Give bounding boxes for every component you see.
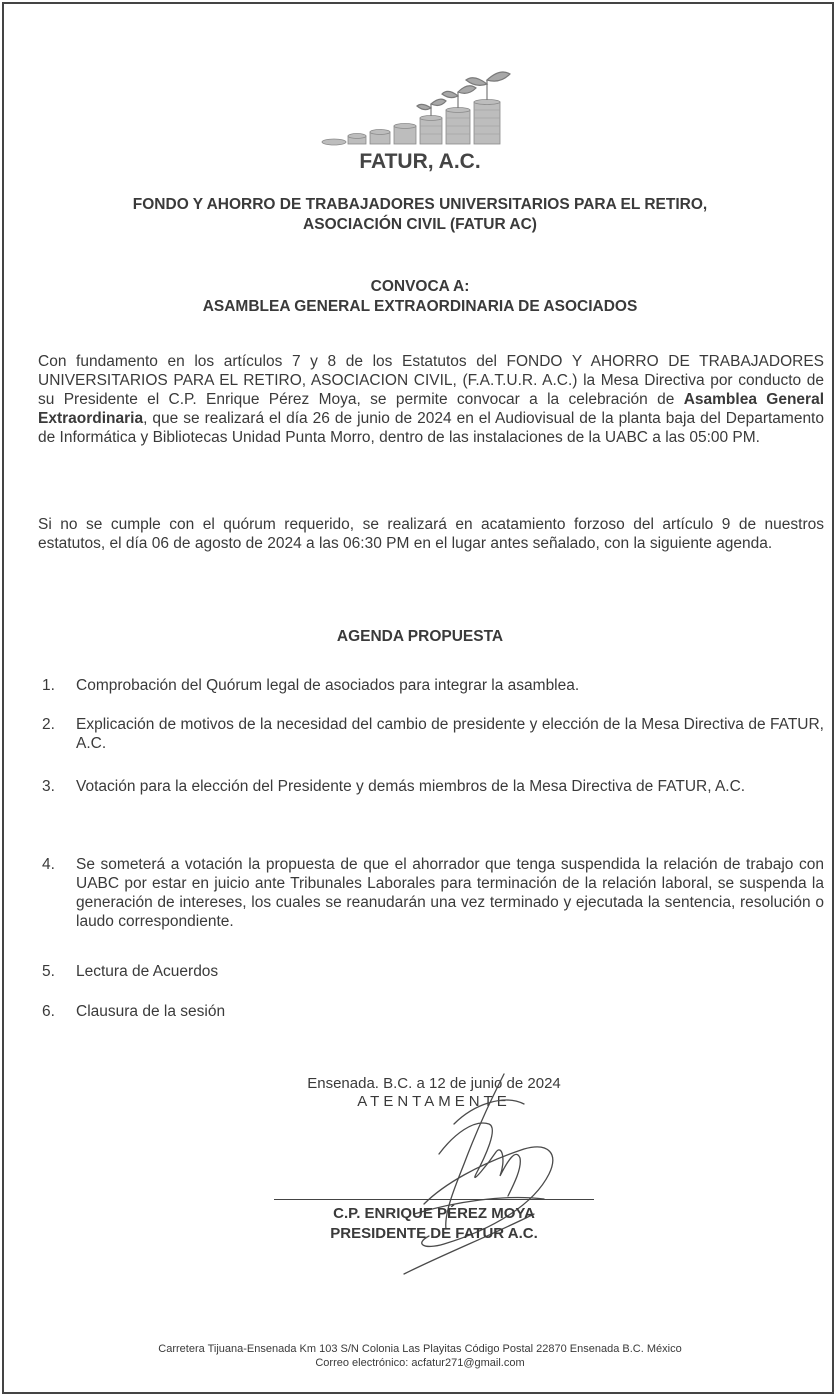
atentamente: ATENTAMENTE bbox=[357, 1093, 511, 1110]
signature-line bbox=[274, 1199, 594, 1200]
paragraph-quorum: Si no se cumple con el quórum requerido, se realizará en acatamiento forzoso del artículo 9 de nuestros estatutos, el día 06 de agosto de 2024 a las 06:30 PM en el lugar antes señalado, con la siguiente agenda. bbox=[38, 516, 824, 552]
convocation-heading bbox=[4, 277, 836, 317]
agenda-item-number: 2. bbox=[42, 716, 55, 733]
agenda-item-number: 5. bbox=[42, 963, 55, 980]
document-page bbox=[2, 2, 834, 1394]
convoca-line-1: CONVOCA A: bbox=[370, 278, 470, 295]
brand-title: FATUR, A.C. bbox=[359, 150, 481, 173]
organization-full-name bbox=[4, 195, 836, 235]
agenda-item-number: 3. bbox=[42, 778, 55, 795]
footer-email: Correo electrónico: acfatur271@gmail.com bbox=[315, 1357, 525, 1369]
convoca-line-2: ASAMBLEA GENERAL EXTRAORDINARIA DE ASOCIADOS bbox=[202, 298, 638, 315]
agenda-title: AGENDA PROPUESTA bbox=[336, 628, 504, 645]
handwritten-signature-icon bbox=[384, 1064, 584, 1279]
full-name-line-1: FONDO Y AHORRO DE TRABAJADORES UNIVERSITARIOS PARA EL RETIRO, bbox=[132, 196, 708, 213]
signer-title: PRESIDENTE DE FATUR A.C. bbox=[330, 1225, 538, 1242]
p1-before: Con fundamento en los artículos 7 y 8 de los Estatutos del FONDO Y AHORRO DE TRABAJADORES UNIVERSITARIOS PARA EL RETIRO, ASOCIACION CIVIL, (F.A.T.U.R. A.C.) la Mesa Directiva por conducto de su Presidente el C.P. Enrique Pérez Moya, se permite convocar a la celebración de bbox=[38, 353, 824, 408]
full-name-line-2: ASOCIACIÓN CIVIL (FATUR AC) bbox=[303, 216, 537, 233]
agenda-item-text: Lectura de Acuerdos bbox=[76, 963, 219, 980]
p1-bold: Asamblea General Extraordinaria bbox=[38, 391, 824, 427]
paragraph-convocation bbox=[38, 352, 824, 447]
agenda-item-text: Explicación de motivos de la necesidad del cambio de presidente y elección de la Mesa Directiva de FATUR, A.C. bbox=[76, 716, 824, 752]
agenda-item-text: Se someterá a votación la propuesta de que el ahorrador que tenga suspendida la relación de trabajo con UABC por estar en juicio ante Tribunales Laborales para terminación de la relación laboral, se suspenda la generación de intereses, los cuales se reanudarán una vez terminado y ejecutada la sentencia, resolución o laudo correspondiente. bbox=[76, 856, 824, 930]
p1-after: , que se realizará el día 26 de junio de 2024 en el Audiovisual de la planta baja del Departamento de Informática y Bibliotecas Unidad Punta Morro, dentro de las instalaciones de la UABC a las 05:00 PM. bbox=[38, 410, 824, 446]
place-date: Ensenada. B.C. a 12 de junio de 2024 bbox=[307, 1075, 561, 1092]
agenda-item-number: 4. bbox=[42, 856, 55, 873]
footer-address: Carretera Tijuana-Ensenada Km 103 S/N Colonia Las Playitas Código Postal 22870 Ensenada B.C. México bbox=[158, 1343, 682, 1355]
coins-plants-logo-icon bbox=[314, 66, 514, 154]
signer-name: C.P. ENRIQUE PÉREZ MOYA bbox=[333, 1205, 535, 1222]
agenda-item-text: Votación para la elección del Presidente y demás miembros de la Mesa Directiva de FATUR, A.C. bbox=[76, 778, 746, 795]
signer-block bbox=[234, 1204, 634, 1244]
agenda-item-text: Comprobación del Quórum legal de asociados para integrar la asamblea. bbox=[76, 677, 580, 694]
agenda-item-text: Clausura de la sesión bbox=[76, 1003, 226, 1020]
agenda-item-number: 6. bbox=[42, 1003, 55, 1020]
agenda-item-number: 1. bbox=[42, 677, 55, 694]
